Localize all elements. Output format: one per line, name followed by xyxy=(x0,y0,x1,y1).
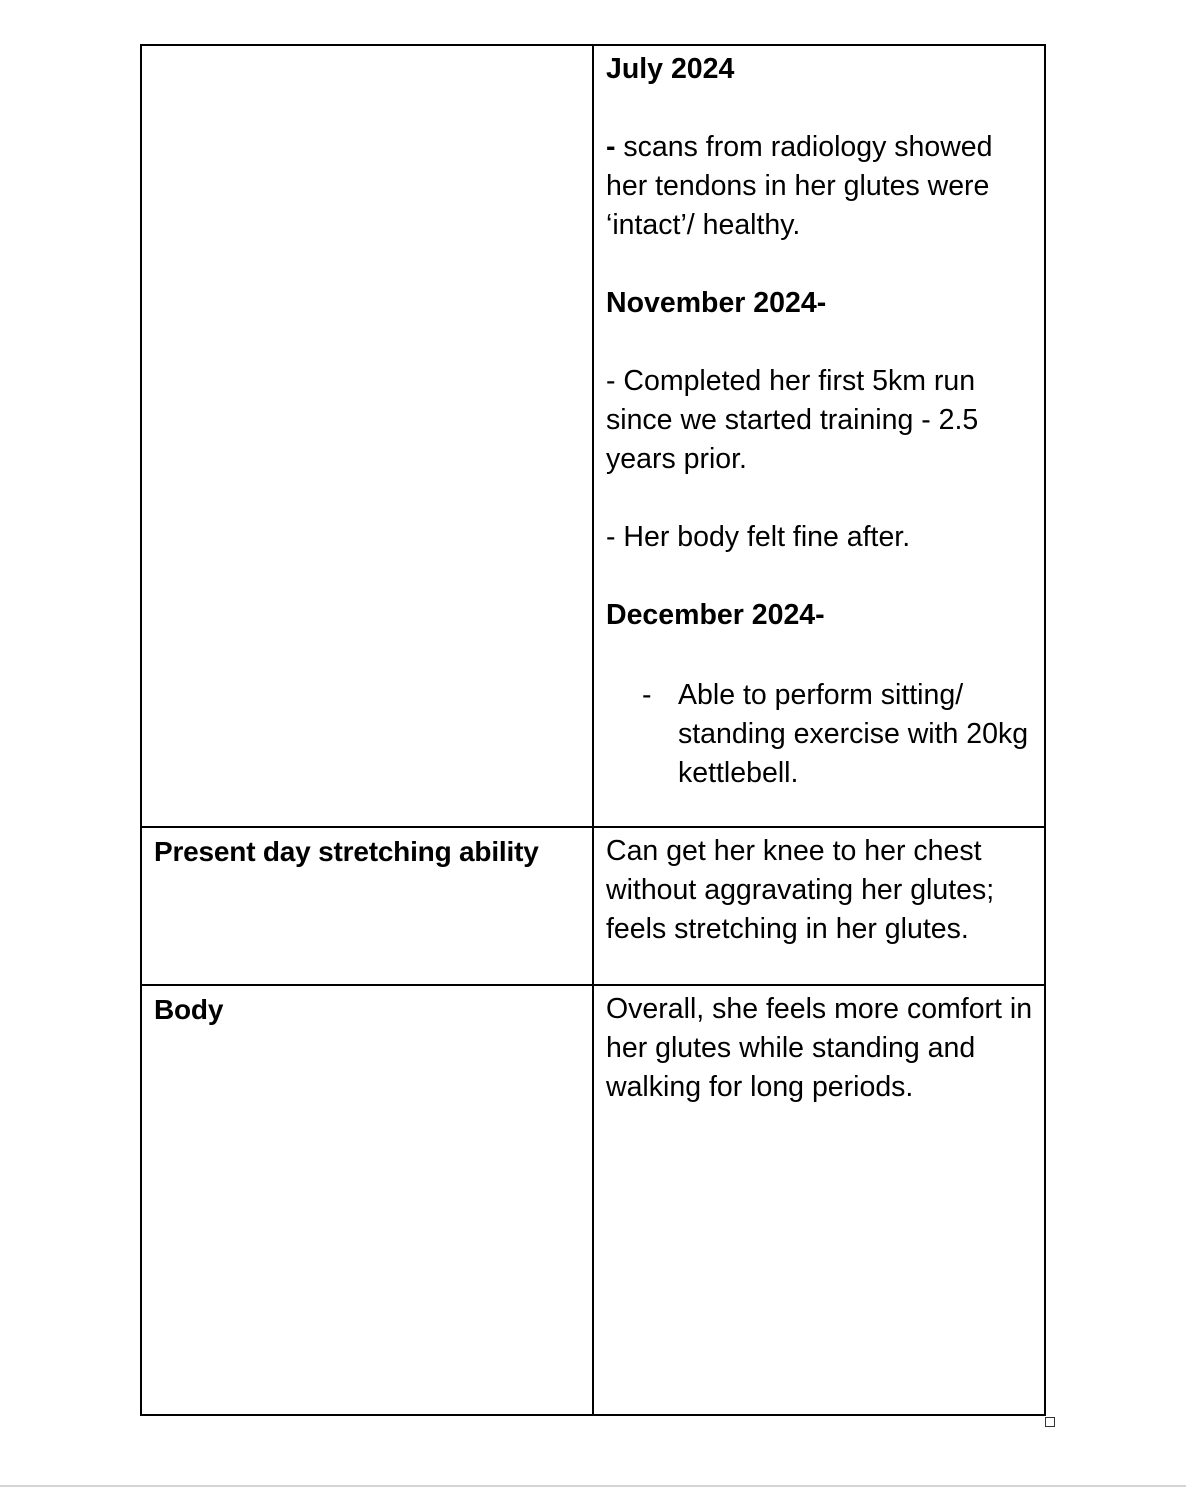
notes-table xyxy=(140,44,1046,1416)
table-cell-label[interactable] xyxy=(141,985,593,1415)
table-cell-content[interactable] xyxy=(593,45,1045,827)
november-heading: November 2024- xyxy=(606,287,827,319)
table-cell-label[interactable] xyxy=(141,45,593,827)
dash-marker: - xyxy=(606,131,616,163)
december-item-text: Able to perform sitting/ standing exercise with 20kg kettlebell. xyxy=(678,679,1029,789)
table-resize-handle[interactable] xyxy=(1045,1417,1055,1427)
body-text: Overall, she feels more comfort in her glutes while standing and walking for long periods. xyxy=(606,993,1033,1103)
stretching-text: Can get her knee to her chest without aggravating her glutes; feels stretching in her glutes. xyxy=(606,835,995,945)
july-item-text: scans from radiology showed her tendons in her glutes were ‘intact’/ healthy. xyxy=(606,131,993,241)
july-item xyxy=(606,128,1034,245)
spacer xyxy=(606,479,1034,518)
spacer xyxy=(606,89,1034,128)
spacer xyxy=(606,557,1034,596)
july-heading: July 2024 xyxy=(606,53,735,85)
spacer xyxy=(606,245,1034,284)
page-divider xyxy=(0,1485,1186,1487)
row-label: Present day stretching ability xyxy=(154,836,539,867)
row-label: Body xyxy=(154,994,224,1025)
list-dash: - xyxy=(642,679,652,711)
table-cell-content[interactable] xyxy=(593,827,1045,985)
december-heading: December 2024- xyxy=(606,599,825,631)
table-row xyxy=(141,45,1045,827)
table-row xyxy=(141,827,1045,985)
december-list-item xyxy=(606,676,1034,793)
table-cell-content[interactable] xyxy=(593,985,1045,1415)
november-item-2: - Her body felt fine after. xyxy=(606,521,911,553)
spacer xyxy=(606,635,1034,674)
november-item-1: - Completed her first 5km run since we started training - 2.5 years prior. xyxy=(606,365,979,475)
table-cell-label[interactable] xyxy=(141,827,593,985)
table-row xyxy=(141,985,1045,1415)
spacer xyxy=(606,323,1034,362)
